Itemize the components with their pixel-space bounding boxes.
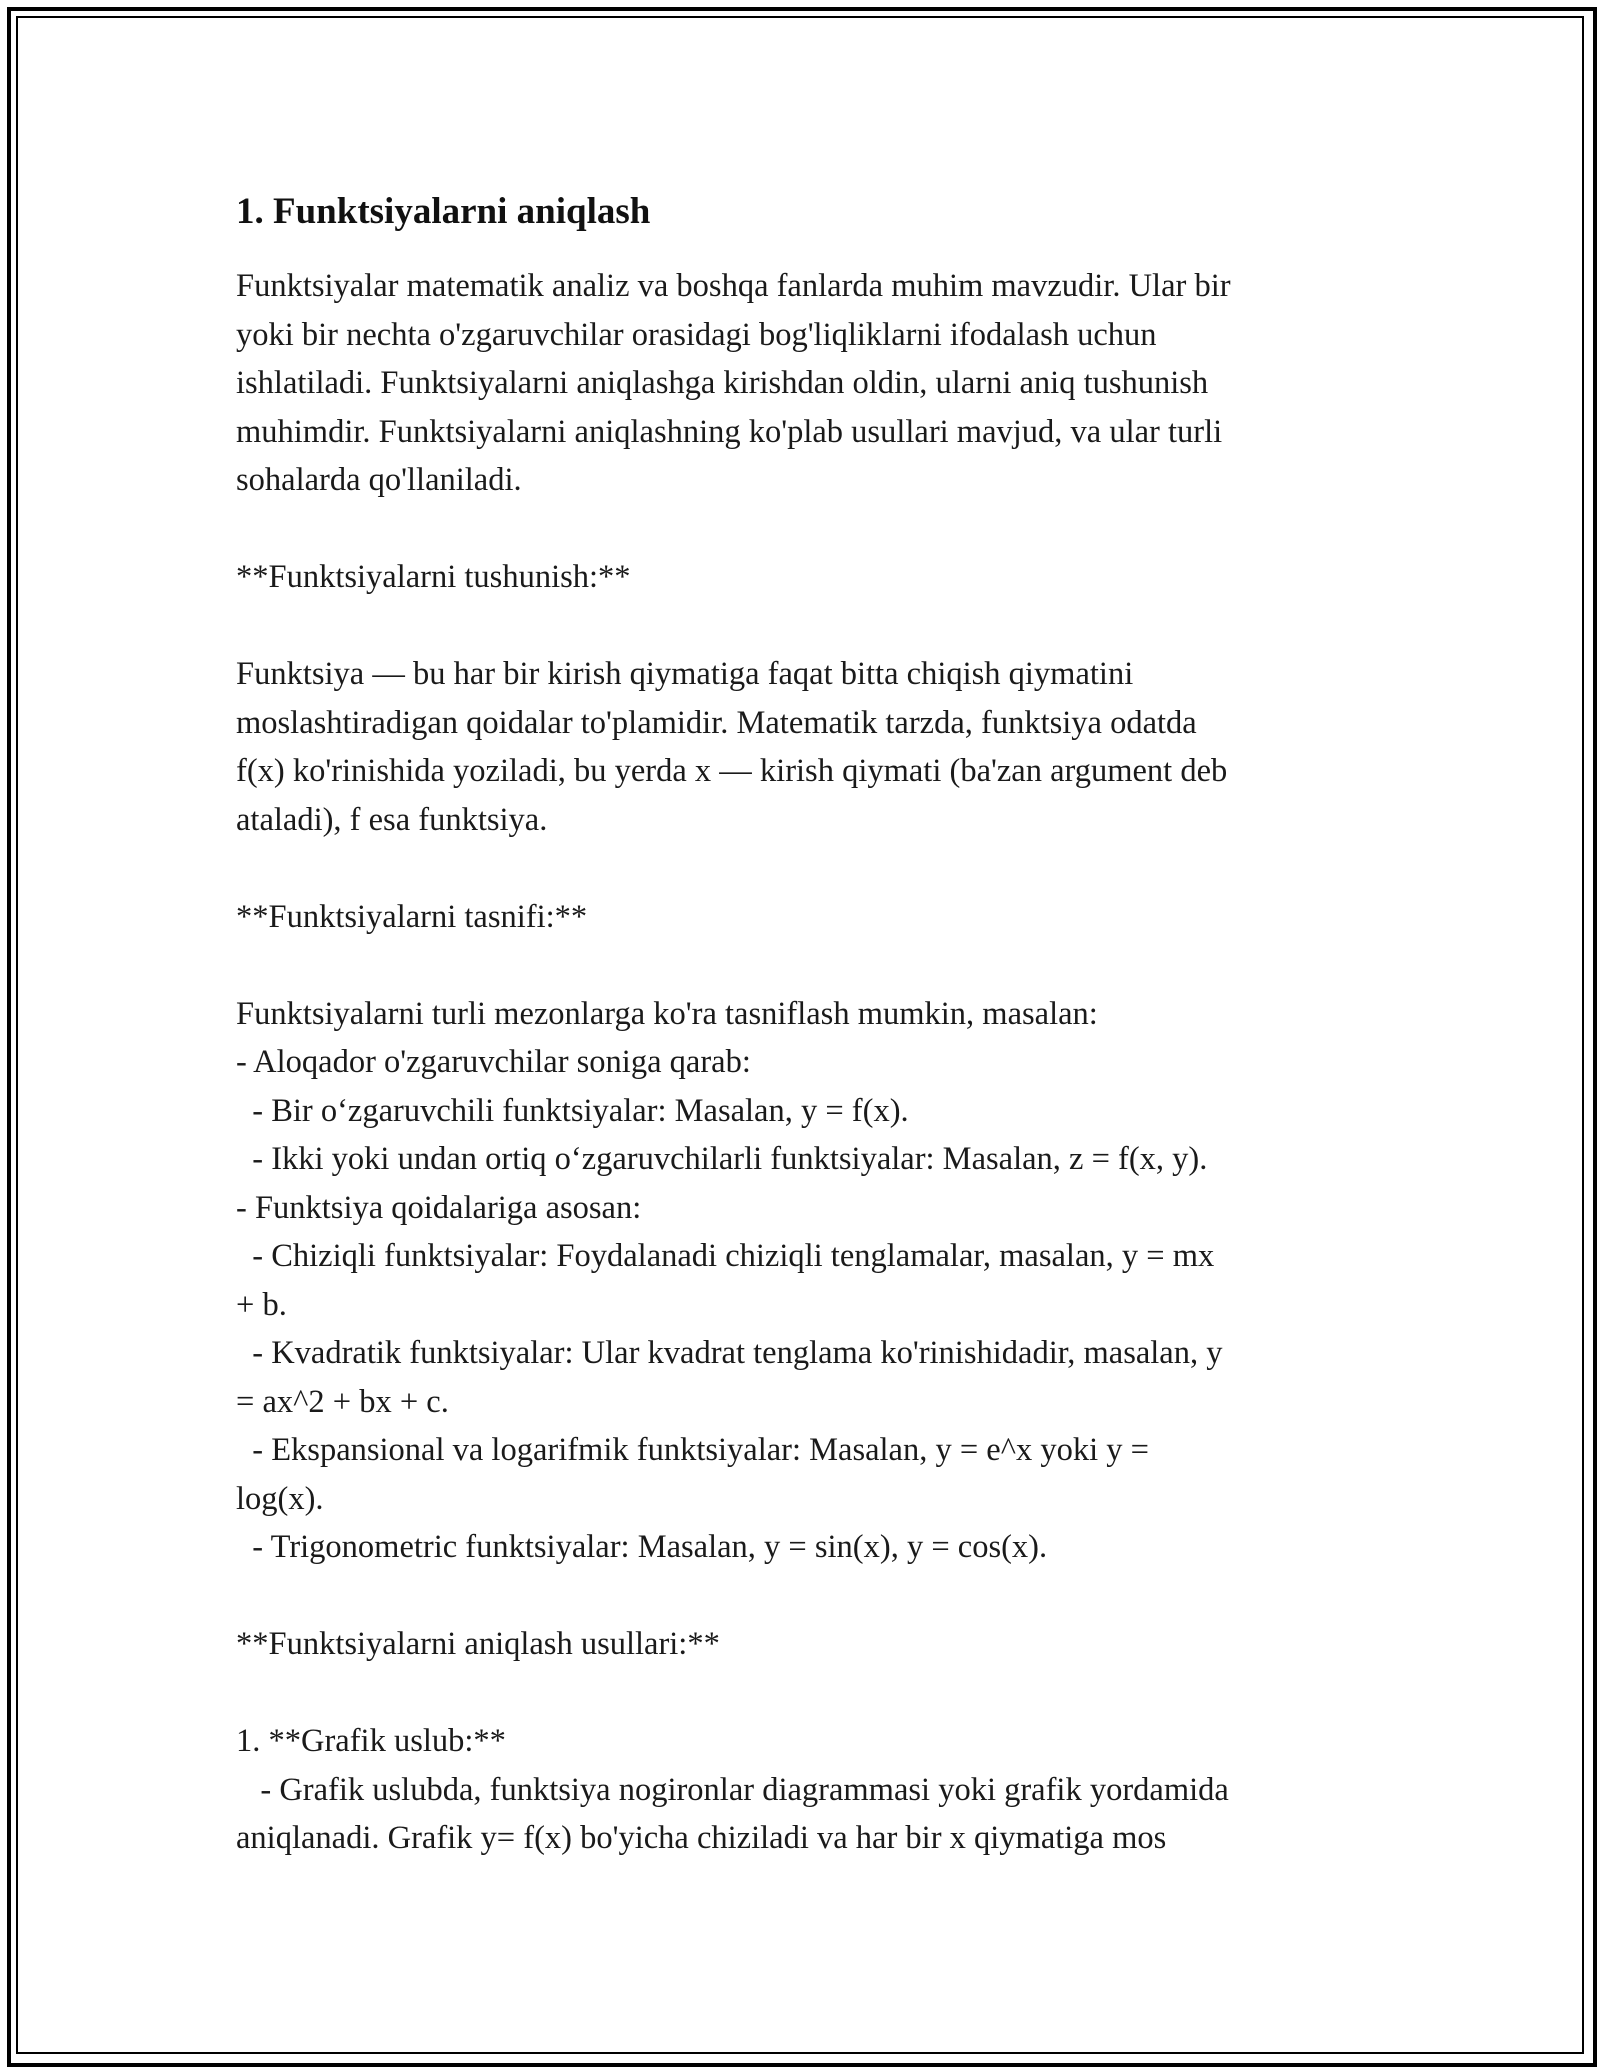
text-line: sohalarda qo'llaniladi. xyxy=(236,462,522,498)
text-line: - Chiziqli funktsiyalar: Foydalanadi chiziqli tenglamalar, masalan, y = mx xyxy=(236,1238,1215,1274)
text-line: Funktsiyalarni turli mezonlarga ko'ra tasniflash mumkin, masalan: xyxy=(236,995,1098,1032)
text-line: log(x). xyxy=(236,1480,324,1517)
section-heading: 1. Funktsiyalarni aniqlash xyxy=(236,191,651,232)
document-body xyxy=(236,188,1386,1863)
blank-line xyxy=(236,941,1386,990)
text-line: - Grafik uslubda, funktsiya nogironlar diagrammasi yoki grafik yordamida xyxy=(236,1771,1229,1808)
text-line: **Funktsiyalarni aniqlash usullari:** xyxy=(236,1626,720,1662)
text-line: **Funktsiyalarni tushunish:** xyxy=(236,559,631,595)
blank-line xyxy=(236,505,1386,554)
blank-line xyxy=(236,844,1386,893)
text-line: **Funktsiyalarni tasnifi:** xyxy=(236,898,588,935)
text-line: yoki bir nechta o'zgaruvchilar orasidagi bog'liqliklarni ifodalash uchun xyxy=(236,316,1157,353)
text-line: f(x) ko'rinishida yoziladi, bu yerda x — kirish qiymati (ba'zan argument deb xyxy=(236,753,1228,789)
text-line: moslashtiradigan qoidalar to'plamidir. Matematik tarzda, funktsiya odatda xyxy=(236,704,1197,741)
text-line: 1. **Grafik uslub:** xyxy=(236,1723,506,1759)
text-line: - Kvadratik funktsiyalar: Ular kvadrat tenglama ko'rinishidadir, masalan, y xyxy=(236,1335,1223,1371)
text-line: = ax^2 + bx + c. xyxy=(236,1383,449,1420)
blank-line xyxy=(236,602,1386,651)
text-line: muhimdir. Funktsiyalarni aniqlashning ko'plab usullari mavjud, va ular turli xyxy=(236,413,1223,450)
blank-line xyxy=(236,1572,1386,1621)
text-line: - Ekspansional va logarifmik funktsiyalar: Masalan, y = e^x yoki y = xyxy=(236,1432,1149,1468)
text-line: - Funktsiya qoidalariga asosan: xyxy=(236,1189,642,1226)
text-line: - Bir o‘zgaruvchili funktsiyalar: Masalan, y = f(x). xyxy=(236,1092,909,1129)
text-line: + b. xyxy=(236,1286,287,1323)
text-line: - Ikki yoki undan ortiq o‘zgaruvchilarli funktsiyalar: Masalan, z = f(x, y). xyxy=(236,1141,1208,1177)
text-line: - Aloqador o'zgaruvchilar soniga qarab: xyxy=(236,1044,751,1080)
text-lines xyxy=(236,262,1386,1863)
text-line: aniqlanadi. Grafik y= f(x) bo'yicha chiziladi va har bir x qiymatiga mos xyxy=(236,1820,1167,1856)
text-line: - Trigonometric funktsiyalar: Masalan, y = sin(x), y = cos(x). xyxy=(236,1529,1048,1565)
text-line: Funktsiya — bu har bir kirish qiymatiga faqat bitta chiqish qiymatini xyxy=(236,656,1134,692)
text-line: ataladi), f esa funktsiya. xyxy=(236,801,548,838)
text-line: Funktsiyalar matematik analiz va boshqa fanlarda muhim mavzudir. Ular bir xyxy=(236,268,1231,304)
blank-line xyxy=(236,1669,1386,1718)
text-line: ishlatiladi. Funktsiyalarni aniqlashga kirishdan oldin, ularni aniq tushunish xyxy=(236,365,1209,401)
